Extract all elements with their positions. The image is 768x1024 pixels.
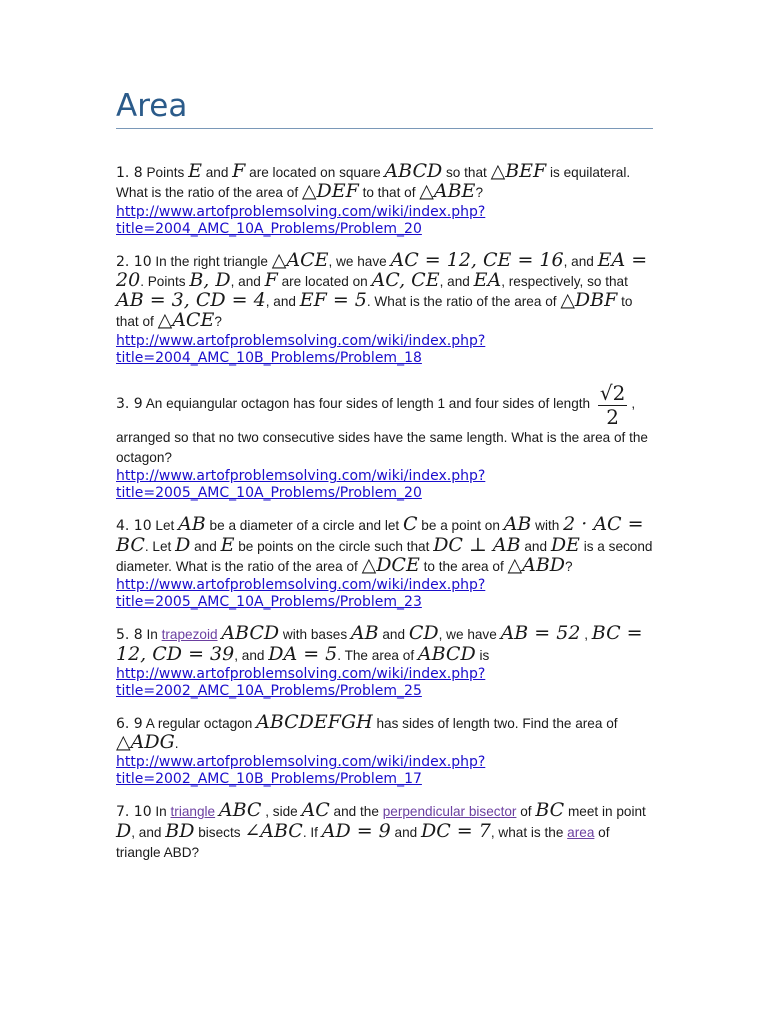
problem-text-run: be points on the circle such that: [234, 538, 434, 554]
problem-text: [116, 381, 653, 469]
problem-text: [116, 799, 653, 863]
problem-item: [116, 622, 653, 700]
problem-text-run: and: [520, 538, 551, 554]
problem-text-run: be a point on: [417, 518, 504, 534]
math-expression: BD: [165, 819, 195, 842]
math-fraction: [598, 381, 627, 428]
problem-text-run: ?: [565, 558, 573, 574]
problem-text-run: , and: [563, 253, 598, 269]
problem-text: [116, 513, 653, 577]
problem-text-run: is equilateral. What is the ratio of the area of: [116, 165, 631, 201]
problem-text: [116, 622, 653, 666]
problem-source-link[interactable]: http://www.artofproblemsolving.com/wiki/index.php? title=2005_AMC_10A_Problems/Problem_20: [116, 468, 486, 502]
problem-item: [116, 799, 653, 863]
problem-text-run: Let: [151, 518, 179, 534]
math-expression: ABCDEFGH: [256, 710, 373, 733]
problem-text-run: In: [142, 627, 162, 643]
problem-text-run: , what is the: [490, 824, 568, 840]
problem-source-link[interactable]: http://www.artofproblemsolving.com/wiki/index.php? title=2004_AMC_10B_Problems/Problem_18: [116, 332, 486, 366]
problem-text-run: and: [390, 824, 421, 840]
problem-item: [116, 160, 653, 238]
problem-text-run: and: [378, 627, 409, 643]
problem-source-link[interactable]: http://www.artofproblemsolving.com/wiki/index.php? title=2002_AMC_10B_Problems/Problem_17: [116, 754, 486, 788]
problem-text-run: is a second diameter. What is the ratio of the area of: [116, 538, 653, 574]
problem-text-run: .: [174, 736, 179, 752]
problem-text-run: Points: [142, 165, 189, 180]
wiki-link[interactable]: trapezoid: [161, 627, 218, 643]
problem-text-run: , and: [230, 273, 265, 289]
math-expression: △DBF: [560, 289, 618, 312]
math-expression: DC = 7: [421, 819, 491, 842]
problem-text: [116, 248, 653, 333]
problem-source-link[interactable]: http://www.artofproblemsolving.com/wiki/index.php? title=2002_AMC_10A_Problems/Problem_25: [116, 665, 486, 699]
problem-text-run: . What is the ratio of the area of: [366, 294, 561, 310]
problem-text-run: are located on square: [245, 165, 385, 180]
math-expression: ABCD: [384, 160, 443, 182]
document-page: [116, 84, 653, 877]
fraction-numerator: √2: [599, 380, 626, 405]
math-expression: △ACE: [271, 248, 329, 271]
problem-number: 2. 10: [116, 253, 152, 270]
problem-text-run: , respectively, so that: [501, 273, 628, 289]
math-expression: △DEF: [301, 180, 359, 203]
problem-text-run: A regular octagon: [142, 715, 257, 731]
problem-number: 3. 9: [116, 395, 143, 412]
math-expression: AC: [301, 799, 330, 822]
math-expression: CD: [408, 622, 439, 645]
problem-text-run: to that of: [358, 185, 420, 201]
math-expression: DA = 5: [268, 642, 338, 665]
problem-text-run: has sides of length two. Find the area of: [372, 715, 618, 731]
problem-text-run: In the right triangle: [151, 253, 272, 269]
problem-text-run: are located on: [277, 273, 372, 289]
math-expression: △ADG: [116, 731, 175, 754]
problem-text-run: . If: [302, 824, 322, 840]
page-title: Area: [116, 88, 188, 124]
math-expression: ABC: [218, 799, 262, 822]
math-expression: D: [116, 819, 132, 842]
problem-text-run: , and: [265, 294, 300, 310]
math-expression: E: [188, 160, 202, 182]
math-expression: AB: [503, 513, 532, 536]
math-expression: F: [264, 268, 278, 291]
problem-text-run: , and: [234, 647, 269, 663]
problem-text-run: , and: [131, 824, 166, 840]
problem-text-run: so that: [442, 165, 491, 180]
math-expression: C: [402, 513, 418, 536]
problem-number: 6. 9: [116, 715, 143, 732]
problem-item: [116, 513, 653, 611]
problem-text-run: of triangle ABD?: [116, 824, 610, 861]
problem-text-run: ,: [580, 627, 592, 643]
math-expression: △ABD: [507, 553, 566, 576]
math-expression: ∠ABC: [244, 819, 303, 842]
problem-text-run: of: [516, 804, 536, 820]
problem-text-run: to that of: [116, 294, 633, 330]
math-expression: EF = 5: [299, 289, 367, 312]
problem-text-run: , we have: [328, 253, 391, 269]
math-expression: E: [220, 533, 235, 556]
math-expression: BC = 12, CD = 39: [116, 622, 643, 665]
problem-text-run: with: [531, 518, 564, 534]
fraction-denominator: 2: [598, 405, 627, 428]
problem-source-link[interactable]: http://www.artofproblemsolving.com/wiki/index.php? title=2005_AMC_10A_Problems/Problem_23: [116, 577, 486, 611]
math-expression: △DCE: [361, 553, 420, 576]
problem-number: 7. 10: [116, 804, 152, 821]
math-expression: △ACE: [157, 309, 215, 332]
problem-text-run: An equiangular octagon has four sides of length 1 and four sides of length: [142, 395, 594, 411]
problem-text-run: is: [475, 647, 490, 663]
math-expression: AB = 3, CD = 4: [116, 289, 266, 312]
problem-item: [116, 710, 653, 789]
problem-text-run: with bases: [279, 627, 351, 643]
math-expression: B, D: [189, 268, 231, 291]
math-expression: △ABE: [419, 180, 476, 203]
problem-text-run: In: [151, 804, 171, 820]
problem-number: 5. 8: [116, 627, 143, 644]
math-expression: EA: [473, 268, 502, 291]
math-expression: ABCD: [221, 622, 280, 645]
math-expression: AB: [178, 513, 206, 536]
problem-text-run: to the area of: [419, 558, 508, 574]
math-expression: AD = 9: [321, 819, 391, 842]
math-expression: △BEF: [490, 160, 547, 182]
math-expression: BC: [535, 799, 565, 822]
wiki-link[interactable]: perpendicular bisector: [382, 804, 517, 820]
math-expression: ABCD: [417, 642, 476, 665]
wiki-link[interactable]: triangle: [170, 804, 216, 820]
problem-item: [116, 248, 653, 367]
problem-text-run: , side: [261, 804, 302, 820]
problem-text: [116, 710, 653, 755]
math-expression: F: [232, 160, 246, 182]
problem-text-run: ?: [214, 314, 222, 330]
problem-text: [116, 160, 653, 204]
math-expression: AC, CE: [371, 268, 440, 291]
math-expression: AC = 12, CE = 16: [390, 248, 564, 271]
math-expression: D: [175, 533, 191, 556]
math-expression: 2 · AC = BC: [116, 513, 644, 556]
problem-text-run: and the: [329, 804, 383, 820]
problem-text-run: , arranged so that no two consecutive sides have the same length. What is the area of the octagon?: [116, 395, 648, 466]
wiki-link[interactable]: area: [567, 824, 595, 840]
problem-source-link[interactable]: http://www.artofproblemsolving.com/wiki/index.php? title=2004_AMC_10A_Problems/Problem_20: [116, 203, 486, 237]
problem-number: 1. 8: [116, 165, 143, 181]
problem-text-run: . Points: [140, 273, 190, 289]
title-divider: [116, 128, 653, 129]
math-expression: DC ⊥ AB: [433, 533, 521, 556]
math-expression: EA = 20: [116, 248, 648, 291]
problem-text-run: , we have: [438, 627, 501, 643]
problem-item: [116, 381, 653, 503]
problem-text-run: and: [201, 165, 233, 180]
problem-text-run: and: [190, 538, 221, 554]
problem-text-run: ?: [475, 185, 483, 201]
problem-text-run: . The area of: [337, 647, 418, 663]
math-expression: AB: [350, 622, 379, 645]
problem-text-run: be a diameter of a circle and let: [205, 518, 403, 534]
problem-number: 4. 10: [116, 518, 152, 535]
math-expression: AB = 52: [500, 622, 581, 645]
problem-text-run: , and: [439, 273, 474, 289]
problem-text-run: . Let: [144, 538, 176, 554]
problem-list: [116, 160, 653, 863]
problem-text-run: bisects: [194, 824, 245, 840]
math-expression: DE: [550, 533, 580, 556]
problem-text-run: meet in point: [564, 804, 646, 820]
